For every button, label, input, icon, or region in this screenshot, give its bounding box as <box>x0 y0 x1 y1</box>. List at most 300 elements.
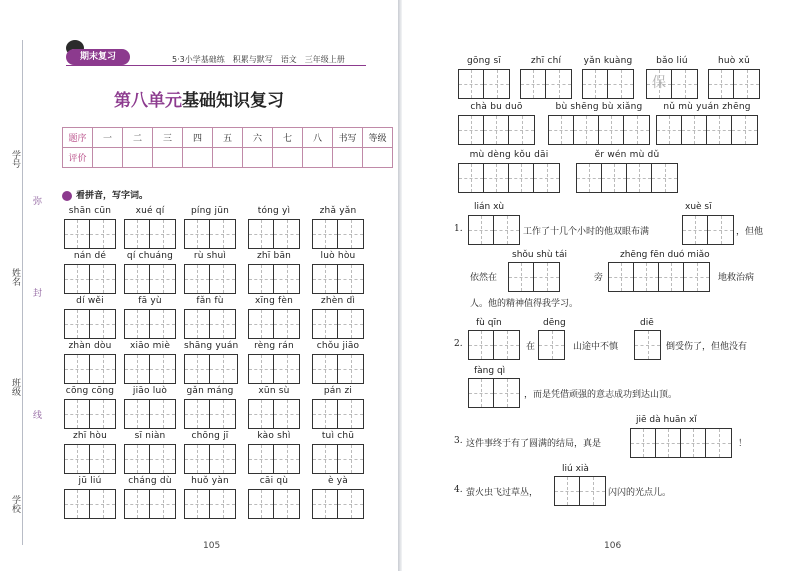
answer-grid[interactable] <box>468 215 520 245</box>
binding-line <box>22 40 23 545</box>
writing-grid[interactable] <box>64 444 116 474</box>
pinyin-item <box>64 431 116 479</box>
writing-grid[interactable] <box>184 264 236 294</box>
writing-grid[interactable] <box>458 115 535 145</box>
pinyin-label: luò hòu <box>320 251 356 261</box>
score-input-cell[interactable] <box>273 148 303 168</box>
margin-label-name: 姓名 <box>10 268 20 286</box>
writing-cell[interactable] <box>150 220 175 248</box>
writing-cell[interactable] <box>90 310 115 338</box>
writing-cell[interactable] <box>65 490 90 518</box>
writing-cell[interactable] <box>521 70 546 98</box>
writing-cell[interactable] <box>90 355 115 383</box>
writing-cell[interactable] <box>494 331 519 359</box>
pinyin-label: cháng dù <box>128 476 172 486</box>
score-cell: 三 <box>153 128 183 148</box>
writing-cell[interactable] <box>210 355 235 383</box>
writing-cell[interactable] <box>484 116 509 144</box>
writing-cell[interactable] <box>313 490 338 518</box>
writing-cell[interactable] <box>656 429 681 457</box>
score-cell: 四 <box>183 128 213 148</box>
writing-cell[interactable] <box>249 400 274 428</box>
writing-cell[interactable] <box>459 164 484 192</box>
q1-text-a: 工作了十几个小时的他双眼布满 <box>523 227 650 237</box>
writing-grid[interactable] <box>64 219 116 249</box>
writing-cell[interactable] <box>709 70 734 98</box>
score-cell: 七 <box>273 128 303 148</box>
pinyin-label: tóng yì <box>257 206 291 216</box>
writing-cell[interactable] <box>494 216 519 244</box>
score-input-cell[interactable] <box>123 148 153 168</box>
score-cell: 书写 <box>333 128 363 148</box>
writing-cell[interactable] <box>90 400 115 428</box>
writing-cell[interactable] <box>90 220 115 248</box>
writing-cell[interactable] <box>534 263 559 291</box>
writing-cell[interactable] <box>185 400 210 428</box>
q2-text-d: ，而是凭借顽强的意志成功到达山顶。 <box>524 390 678 400</box>
pinyin-item <box>656 102 758 150</box>
pinyin-item <box>184 386 236 434</box>
writing-cell[interactable] <box>657 116 682 144</box>
writing-cell[interactable] <box>65 355 90 383</box>
writing-cell[interactable] <box>274 310 299 338</box>
writing-cell[interactable] <box>210 490 235 518</box>
margin-label-id: 学号 <box>10 150 20 168</box>
pinyin-item <box>124 431 176 479</box>
writing-cell[interactable] <box>185 355 210 383</box>
writing-cell[interactable] <box>210 400 235 428</box>
writing-cell[interactable] <box>313 355 338 383</box>
writing-cell[interactable] <box>338 490 363 518</box>
writing-cell[interactable] <box>274 265 299 293</box>
writing-cell[interactable] <box>313 220 338 248</box>
q1-text-c: 依然在 <box>470 273 498 283</box>
writing-cell[interactable] <box>338 355 363 383</box>
pinyin-item <box>184 341 238 389</box>
writing-cell[interactable] <box>509 164 534 192</box>
writing-grid[interactable] <box>312 219 364 249</box>
writing-cell[interactable] <box>732 116 757 144</box>
writing-cell[interactable] <box>652 164 677 192</box>
pinyin-label: chà bu duō <box>470 102 523 112</box>
q3-text-b: ！ <box>738 439 748 449</box>
pinyin-label: tuì chū <box>321 431 355 441</box>
score-input-cell[interactable] <box>243 148 273 168</box>
writing-grid[interactable] <box>64 489 116 519</box>
writing-cell[interactable] <box>634 263 659 291</box>
pinyin-item <box>64 386 116 434</box>
writing-cell[interactable] <box>539 331 564 359</box>
writing-cell[interactable] <box>65 310 90 338</box>
writing-grid[interactable] <box>312 489 364 519</box>
writing-grid[interactable] <box>458 69 510 99</box>
writing-cell[interactable] <box>313 265 338 293</box>
writing-cell[interactable] <box>274 400 299 428</box>
writing-cell[interactable] <box>210 265 235 293</box>
writing-grid[interactable] <box>184 354 238 384</box>
score-input-cell[interactable] <box>183 148 213 168</box>
answer-grid[interactable] <box>468 330 520 360</box>
margin-label-class: 班级 <box>10 378 20 396</box>
writing-cell[interactable] <box>274 355 299 383</box>
pinyin-item <box>124 206 176 254</box>
writing-cell[interactable] <box>580 477 605 505</box>
writing-cell[interactable] <box>125 400 150 428</box>
q2-pinyin-a: fù qīn <box>476 318 502 328</box>
pinyin-item <box>458 150 560 198</box>
writing-cell[interactable] <box>249 490 274 518</box>
pinyin-item <box>64 341 116 389</box>
answer-grid[interactable] <box>538 330 565 360</box>
writing-grid[interactable] <box>576 163 678 193</box>
pinyin-item <box>124 386 176 434</box>
writing-cell[interactable] <box>125 310 150 338</box>
pinyin-label: xué qí <box>135 206 165 216</box>
q2-number: 2. <box>454 339 463 349</box>
writing-cell[interactable] <box>249 265 274 293</box>
writing-cell[interactable] <box>313 310 338 338</box>
writing-cell[interactable] <box>609 263 634 291</box>
pinyin-label: zhī chí <box>530 56 562 66</box>
writing-cell[interactable] <box>602 164 627 192</box>
writing-cell[interactable] <box>469 379 494 407</box>
writing-grid[interactable] <box>646 69 698 99</box>
writing-cell[interactable] <box>249 220 274 248</box>
q1-pinyin-a: lián xù <box>474 202 505 212</box>
writing-cell[interactable] <box>599 116 624 144</box>
writing-cell[interactable] <box>210 310 235 338</box>
writing-grid[interactable] <box>124 489 176 519</box>
writing-cell[interactable] <box>682 116 707 144</box>
series-header: 5·3小学基础练 积累与默写 语文 三年级上册 <box>172 55 345 64</box>
writing-cell[interactable] <box>484 164 509 192</box>
writing-cell[interactable] <box>708 216 733 244</box>
writing-grid[interactable] <box>124 354 176 384</box>
pinyin-item <box>64 476 116 524</box>
writing-grid[interactable] <box>548 115 650 145</box>
writing-cell[interactable] <box>249 310 274 338</box>
q2-pinyin-d: fàng qì <box>474 366 506 376</box>
pinyin-item <box>576 150 678 198</box>
answer-grid[interactable] <box>468 378 520 408</box>
score-input-cell[interactable] <box>93 148 123 168</box>
pinyin-item <box>248 476 300 524</box>
writing-grid[interactable] <box>458 163 560 193</box>
pinyin-label: bù shēng bù xiǎng <box>555 102 643 112</box>
binding-mark-2: 封 <box>31 288 41 297</box>
pinyin-label: huò xǔ <box>717 56 750 66</box>
page-number-left: 105 <box>203 541 221 551</box>
writing-cell[interactable] <box>555 477 580 505</box>
writing-cell[interactable] <box>125 265 150 293</box>
writing-cell[interactable] <box>494 379 519 407</box>
q1-text-f: 人。他的精神值得我学习。 <box>470 299 579 309</box>
writing-cell[interactable] <box>274 220 299 248</box>
writing-cell[interactable] <box>647 70 672 98</box>
writing-grid[interactable] <box>184 489 236 519</box>
section-number-icon <box>62 191 72 201</box>
writing-cell[interactable] <box>65 220 90 248</box>
q2-text-a: 在 <box>526 342 536 352</box>
binding-mark-3: 线 <box>31 410 41 419</box>
writing-grid[interactable] <box>248 219 300 249</box>
writing-cell[interactable] <box>210 445 235 473</box>
writing-cell[interactable] <box>249 355 274 383</box>
writing-cell[interactable] <box>185 220 210 248</box>
score-eval-row <box>63 148 393 168</box>
score-input-cell[interactable] <box>363 148 393 168</box>
writing-cell[interactable] <box>249 445 274 473</box>
score-input-cell[interactable] <box>213 148 243 168</box>
pinyin-label: nǔ mù yuán zhēng <box>663 102 751 112</box>
pinyin-item <box>124 296 176 344</box>
pinyin-label: zhǎ yǎn <box>319 206 357 216</box>
pinyin-label: dí wěi <box>76 296 104 306</box>
writing-cell[interactable] <box>90 265 115 293</box>
left-page <box>0 0 398 571</box>
pinyin-label: huǒ yàn <box>191 476 229 486</box>
pinyin-item <box>248 341 300 389</box>
q1-text-b: ，但他 <box>736 227 764 237</box>
writing-grid[interactable] <box>656 115 758 145</box>
writing-grid[interactable] <box>64 399 116 429</box>
title-text: 基础知识复习 <box>182 91 284 111</box>
writing-cell[interactable] <box>608 70 633 98</box>
writing-grid[interactable] <box>248 489 300 519</box>
score-cell: 八 <box>303 128 333 148</box>
pinyin-label: mù dèng kǒu dāi <box>469 150 549 160</box>
writing-grid[interactable] <box>312 444 364 474</box>
pinyin-item <box>312 386 364 434</box>
writing-cell[interactable] <box>681 429 706 457</box>
writing-grid[interactable] <box>520 69 572 99</box>
q3-pinyin-a: jiē dà huān xǐ <box>636 415 697 425</box>
pinyin-item <box>458 102 535 150</box>
pinyin-item <box>184 296 236 344</box>
pinyin-item <box>458 56 510 104</box>
pinyin-label: fǎn fù <box>196 296 224 306</box>
writing-cell[interactable] <box>125 355 150 383</box>
writing-cell[interactable] <box>546 70 571 98</box>
writing-cell[interactable] <box>338 400 363 428</box>
q1-pinyin-b: xuè sī <box>685 202 712 212</box>
q1-text-e: 地救治病 <box>718 273 755 283</box>
writing-cell[interactable] <box>635 331 660 359</box>
writing-cell[interactable] <box>734 70 759 98</box>
writing-cell[interactable] <box>459 70 484 98</box>
writing-cell[interactable] <box>90 445 115 473</box>
answer-grid[interactable] <box>554 476 606 506</box>
score-cell: 题序 <box>63 128 93 148</box>
writing-cell[interactable] <box>274 490 299 518</box>
score-cell: 二 <box>123 128 153 148</box>
pinyin-label: fā yù <box>138 296 162 306</box>
pinyin-label: zhèn dì <box>320 296 356 306</box>
writing-grid[interactable] <box>184 399 236 429</box>
q1-text-d: 旁 <box>594 273 604 283</box>
writing-grid[interactable] <box>124 264 176 294</box>
writing-cell[interactable] <box>659 263 684 291</box>
answer-grid[interactable] <box>682 215 734 245</box>
writing-cell[interactable] <box>65 445 90 473</box>
writing-cell[interactable] <box>631 429 656 457</box>
pinyin-label: ěr wén mù dǔ <box>594 150 660 160</box>
writing-grid[interactable] <box>184 309 236 339</box>
q3-number: 3. <box>454 436 463 446</box>
pinyin-item <box>248 251 300 299</box>
writing-grid[interactable] <box>124 399 176 429</box>
writing-cell[interactable] <box>65 265 90 293</box>
pinyin-label: shāng yuán <box>184 341 239 351</box>
writing-cell[interactable] <box>185 490 210 518</box>
pinyin-item <box>708 56 760 104</box>
score-input-cell[interactable] <box>303 148 333 168</box>
writing-cell[interactable] <box>484 70 509 98</box>
q4-number: 4. <box>454 485 463 495</box>
pinyin-label: yǎn kuàng <box>583 56 633 66</box>
writing-cell[interactable] <box>706 429 731 457</box>
score-input-cell[interactable] <box>333 148 363 168</box>
writing-grid[interactable] <box>248 399 300 429</box>
writing-cell[interactable] <box>672 70 697 98</box>
pinyin-item <box>312 206 364 254</box>
writing-grid[interactable] <box>184 444 236 474</box>
pinyin-item <box>312 476 364 524</box>
q2-pinyin-b: dēng <box>543 318 566 328</box>
pinyin-label: cāi qù <box>259 476 289 486</box>
q4-text-a: 萤火虫飞过草丛， <box>466 488 539 498</box>
writing-grid[interactable] <box>64 354 116 384</box>
answer-grid[interactable] <box>630 428 732 458</box>
writing-cell[interactable] <box>65 400 90 428</box>
writing-cell[interactable] <box>150 490 175 518</box>
writing-cell[interactable] <box>150 445 175 473</box>
writing-grid[interactable] <box>64 264 116 294</box>
score-input-cell[interactable] <box>153 148 183 168</box>
writing-grid[interactable] <box>312 354 364 384</box>
margin-label-school: 学校 <box>10 495 20 513</box>
pinyin-label: chǒu jiāo <box>316 341 360 351</box>
writing-cell[interactable] <box>509 116 534 144</box>
writing-cell[interactable] <box>574 116 599 144</box>
writing-cell[interactable] <box>577 164 602 192</box>
pinyin-item <box>248 386 300 434</box>
writing-cell[interactable] <box>683 216 708 244</box>
writing-cell[interactable] <box>90 490 115 518</box>
writing-grid[interactable] <box>124 444 176 474</box>
writing-cell[interactable] <box>125 490 150 518</box>
q4-pinyin-a: liú xià <box>562 464 589 474</box>
writing-grid[interactable] <box>64 309 116 339</box>
writing-cell[interactable] <box>469 216 494 244</box>
writing-grid[interactable] <box>312 399 364 429</box>
writing-cell[interactable] <box>624 116 649 144</box>
pinyin-item <box>184 476 236 524</box>
section-heading <box>62 188 148 201</box>
writing-grid[interactable] <box>248 264 300 294</box>
writing-cell[interactable] <box>185 445 210 473</box>
pinyin-item <box>548 102 650 150</box>
writing-cell[interactable] <box>469 331 494 359</box>
writing-cell[interactable] <box>684 263 709 291</box>
pinyin-item <box>520 56 572 104</box>
writing-cell[interactable] <box>185 310 210 338</box>
pinyin-label: shān cūn <box>68 206 112 216</box>
writing-grid[interactable] <box>248 444 300 474</box>
writing-cell[interactable] <box>274 445 299 473</box>
writing-grid[interactable] <box>582 69 634 99</box>
writing-cell[interactable] <box>185 265 210 293</box>
writing-cell[interactable] <box>313 445 338 473</box>
writing-cell[interactable] <box>549 116 574 144</box>
writing-cell[interactable] <box>150 355 175 383</box>
pinyin-item <box>124 251 176 299</box>
answer-grid[interactable] <box>508 262 560 292</box>
pinyin-label: pán zi <box>323 386 353 396</box>
writing-grid[interactable] <box>312 264 364 294</box>
pinyin-label: chōng jī <box>191 431 229 441</box>
pinyin-label: kào shì <box>257 431 291 441</box>
pinyin-item <box>184 431 236 479</box>
score-cell: 六 <box>243 128 273 148</box>
q1-pinyin-c: shǒu shù tái <box>512 250 567 260</box>
writing-grid[interactable] <box>248 309 300 339</box>
writing-cell[interactable] <box>459 116 484 144</box>
pinyin-label: jiāo luò <box>132 386 168 396</box>
writing-cell[interactable] <box>338 445 363 473</box>
pinyin-label: nán dé <box>73 251 107 261</box>
writing-cell[interactable] <box>210 220 235 248</box>
score-cell: 等级 <box>363 128 393 148</box>
writing-cell[interactable] <box>707 116 732 144</box>
q4-text-b: 闪闪的光点儿。 <box>608 488 672 498</box>
writing-cell[interactable] <box>338 220 363 248</box>
writing-cell[interactable] <box>338 265 363 293</box>
writing-cell[interactable] <box>150 310 175 338</box>
pinyin-item <box>248 296 300 344</box>
answer-grid[interactable] <box>634 330 661 360</box>
q1-pinyin-d: zhēng fēn duó miǎo <box>620 250 710 260</box>
writing-grid[interactable] <box>124 309 176 339</box>
writing-cell[interactable] <box>150 400 175 428</box>
pinyin-label: gōng sī <box>466 56 502 66</box>
pinyin-label: gǎn máng <box>186 386 234 396</box>
writing-cell[interactable] <box>125 220 150 248</box>
page-title <box>0 86 398 111</box>
pinyin-label: xiāo miè <box>129 341 171 351</box>
pinyin-label: zhī hòu <box>72 431 108 441</box>
writing-cell[interactable] <box>125 445 150 473</box>
pinyin-label: bǎo liú <box>656 56 688 66</box>
writing-cell[interactable] <box>583 70 608 98</box>
writing-cell[interactable] <box>534 164 559 192</box>
writing-grid[interactable] <box>184 219 236 249</box>
writing-cell[interactable] <box>150 265 175 293</box>
writing-grid[interactable] <box>248 354 300 384</box>
writing-grid[interactable] <box>708 69 760 99</box>
writing-cell[interactable] <box>338 310 363 338</box>
writing-cell[interactable] <box>627 164 652 192</box>
writing-cell[interactable] <box>509 263 534 291</box>
right-page <box>402 0 800 571</box>
writing-grid[interactable] <box>124 219 176 249</box>
binding-mark-1: 弥 <box>31 196 41 205</box>
page-number-right: 106 <box>604 541 622 551</box>
writing-grid[interactable] <box>312 309 364 339</box>
q2-text-c: 倒受伤了，但他没有 <box>666 342 748 352</box>
answer-grid[interactable] <box>608 262 710 292</box>
writing-cell[interactable] <box>313 400 338 428</box>
